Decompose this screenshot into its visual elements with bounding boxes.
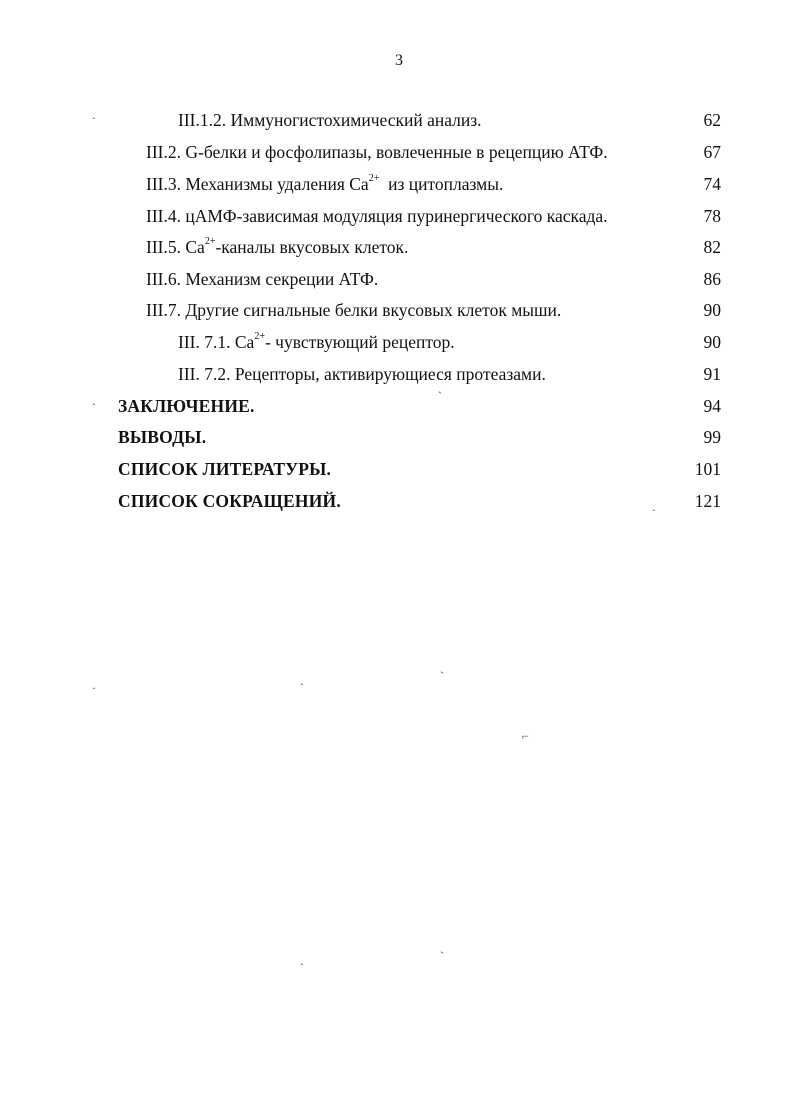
scan-speck: `	[440, 949, 444, 963]
toc-entry-title	[146, 235, 408, 259]
scan-speck: ·	[300, 677, 304, 691]
toc-entry-title: III.6. Механизм секреции АТФ.	[146, 269, 379, 289]
superscript: 2+	[254, 331, 265, 343]
toc-entry-3-5	[0, 235, 798, 259]
toc-entry-findings	[0, 425, 798, 449]
scan-speck: ·	[92, 681, 96, 695]
toc-entry-title: СПИСОК ЛИТЕРАТУРЫ.	[118, 459, 332, 479]
toc-title-part: - чувствующий рецептор.	[264, 332, 455, 352]
scan-speck: ⌐	[522, 729, 529, 743]
toc-entry-page: 91	[703, 364, 721, 384]
scan-speck: ·	[92, 397, 96, 411]
toc-title-part: из цитоплазмы.	[379, 174, 504, 194]
scan-speck: ·	[300, 957, 304, 971]
toc-title-part: -каналы вкусовых клеток.	[215, 237, 409, 257]
toc-title-part: III. 7.1. Ca	[178, 332, 255, 352]
toc-entry-page: 94	[703, 396, 721, 416]
toc-entry-page: 78	[703, 206, 721, 226]
toc-entry-title: СПИСОК СОКРАЩЕНИЙ.	[118, 491, 341, 511]
toc-entry-3-1-2	[0, 108, 798, 132]
toc-entry-title: III.1.2. Иммуногистохимический анализ.	[178, 110, 482, 130]
scan-speck: ·	[652, 503, 656, 517]
toc-entry-references	[0, 457, 798, 481]
toc-entry-page: 82	[703, 237, 721, 257]
toc-entry-page: 62	[703, 110, 721, 130]
toc-entry-page: 90	[703, 332, 721, 352]
toc-title-part: III.5. Ca	[146, 237, 205, 257]
toc-entry-3-4	[0, 204, 798, 228]
scan-speck: `	[438, 389, 442, 403]
scan-speck: `	[440, 669, 444, 683]
toc-entry-3-7-1	[0, 330, 798, 354]
toc-entry-page: 101	[694, 459, 721, 479]
toc-title-part: III.3. Механизмы удаления Ca	[146, 174, 369, 194]
toc-entry-title	[178, 330, 455, 354]
toc-entry-3-7	[0, 298, 798, 322]
toc-entry-3-3	[0, 172, 798, 196]
toc-entry-3-6	[0, 267, 798, 291]
toc-entry-abbreviations	[0, 489, 798, 513]
toc-entry-title: III.2. G-белки и фосфолипазы, вовлеченные в рецепцию АТФ.	[146, 142, 608, 162]
toc-entry-conclusion	[0, 394, 798, 418]
toc-entry-page: 121	[694, 491, 721, 511]
toc-entry-page: 74	[703, 174, 721, 194]
toc-entry-3-2	[0, 140, 798, 164]
toc-entry-page: 86	[703, 269, 721, 289]
toc-entry-page: 99	[703, 427, 721, 447]
superscript: 2+	[204, 236, 216, 248]
toc-entry-title: III. 7.2. Рецепторы, активирующиеся протеазами.	[178, 364, 546, 384]
toc-entry-3-7-2	[0, 362, 798, 386]
toc-entry-title: III.7. Другие сигнальные белки вкусовых клеток мыши.	[146, 300, 562, 320]
toc-entry-title: ЗАКЛЮЧЕНИЕ.	[118, 396, 255, 416]
toc-entry-title	[146, 172, 503, 196]
superscript: 2+	[368, 173, 380, 185]
toc-entry-page: 67	[703, 142, 721, 162]
scan-speck: ·	[92, 111, 96, 125]
toc-entry-title: ВЫВОДЫ.	[118, 427, 207, 447]
toc-entry-title: III.4. цАМФ-зависимая модуляция пуринергического каскада.	[146, 206, 608, 226]
page-number: 3	[395, 52, 403, 69]
toc-entry-page: 90	[703, 300, 721, 320]
